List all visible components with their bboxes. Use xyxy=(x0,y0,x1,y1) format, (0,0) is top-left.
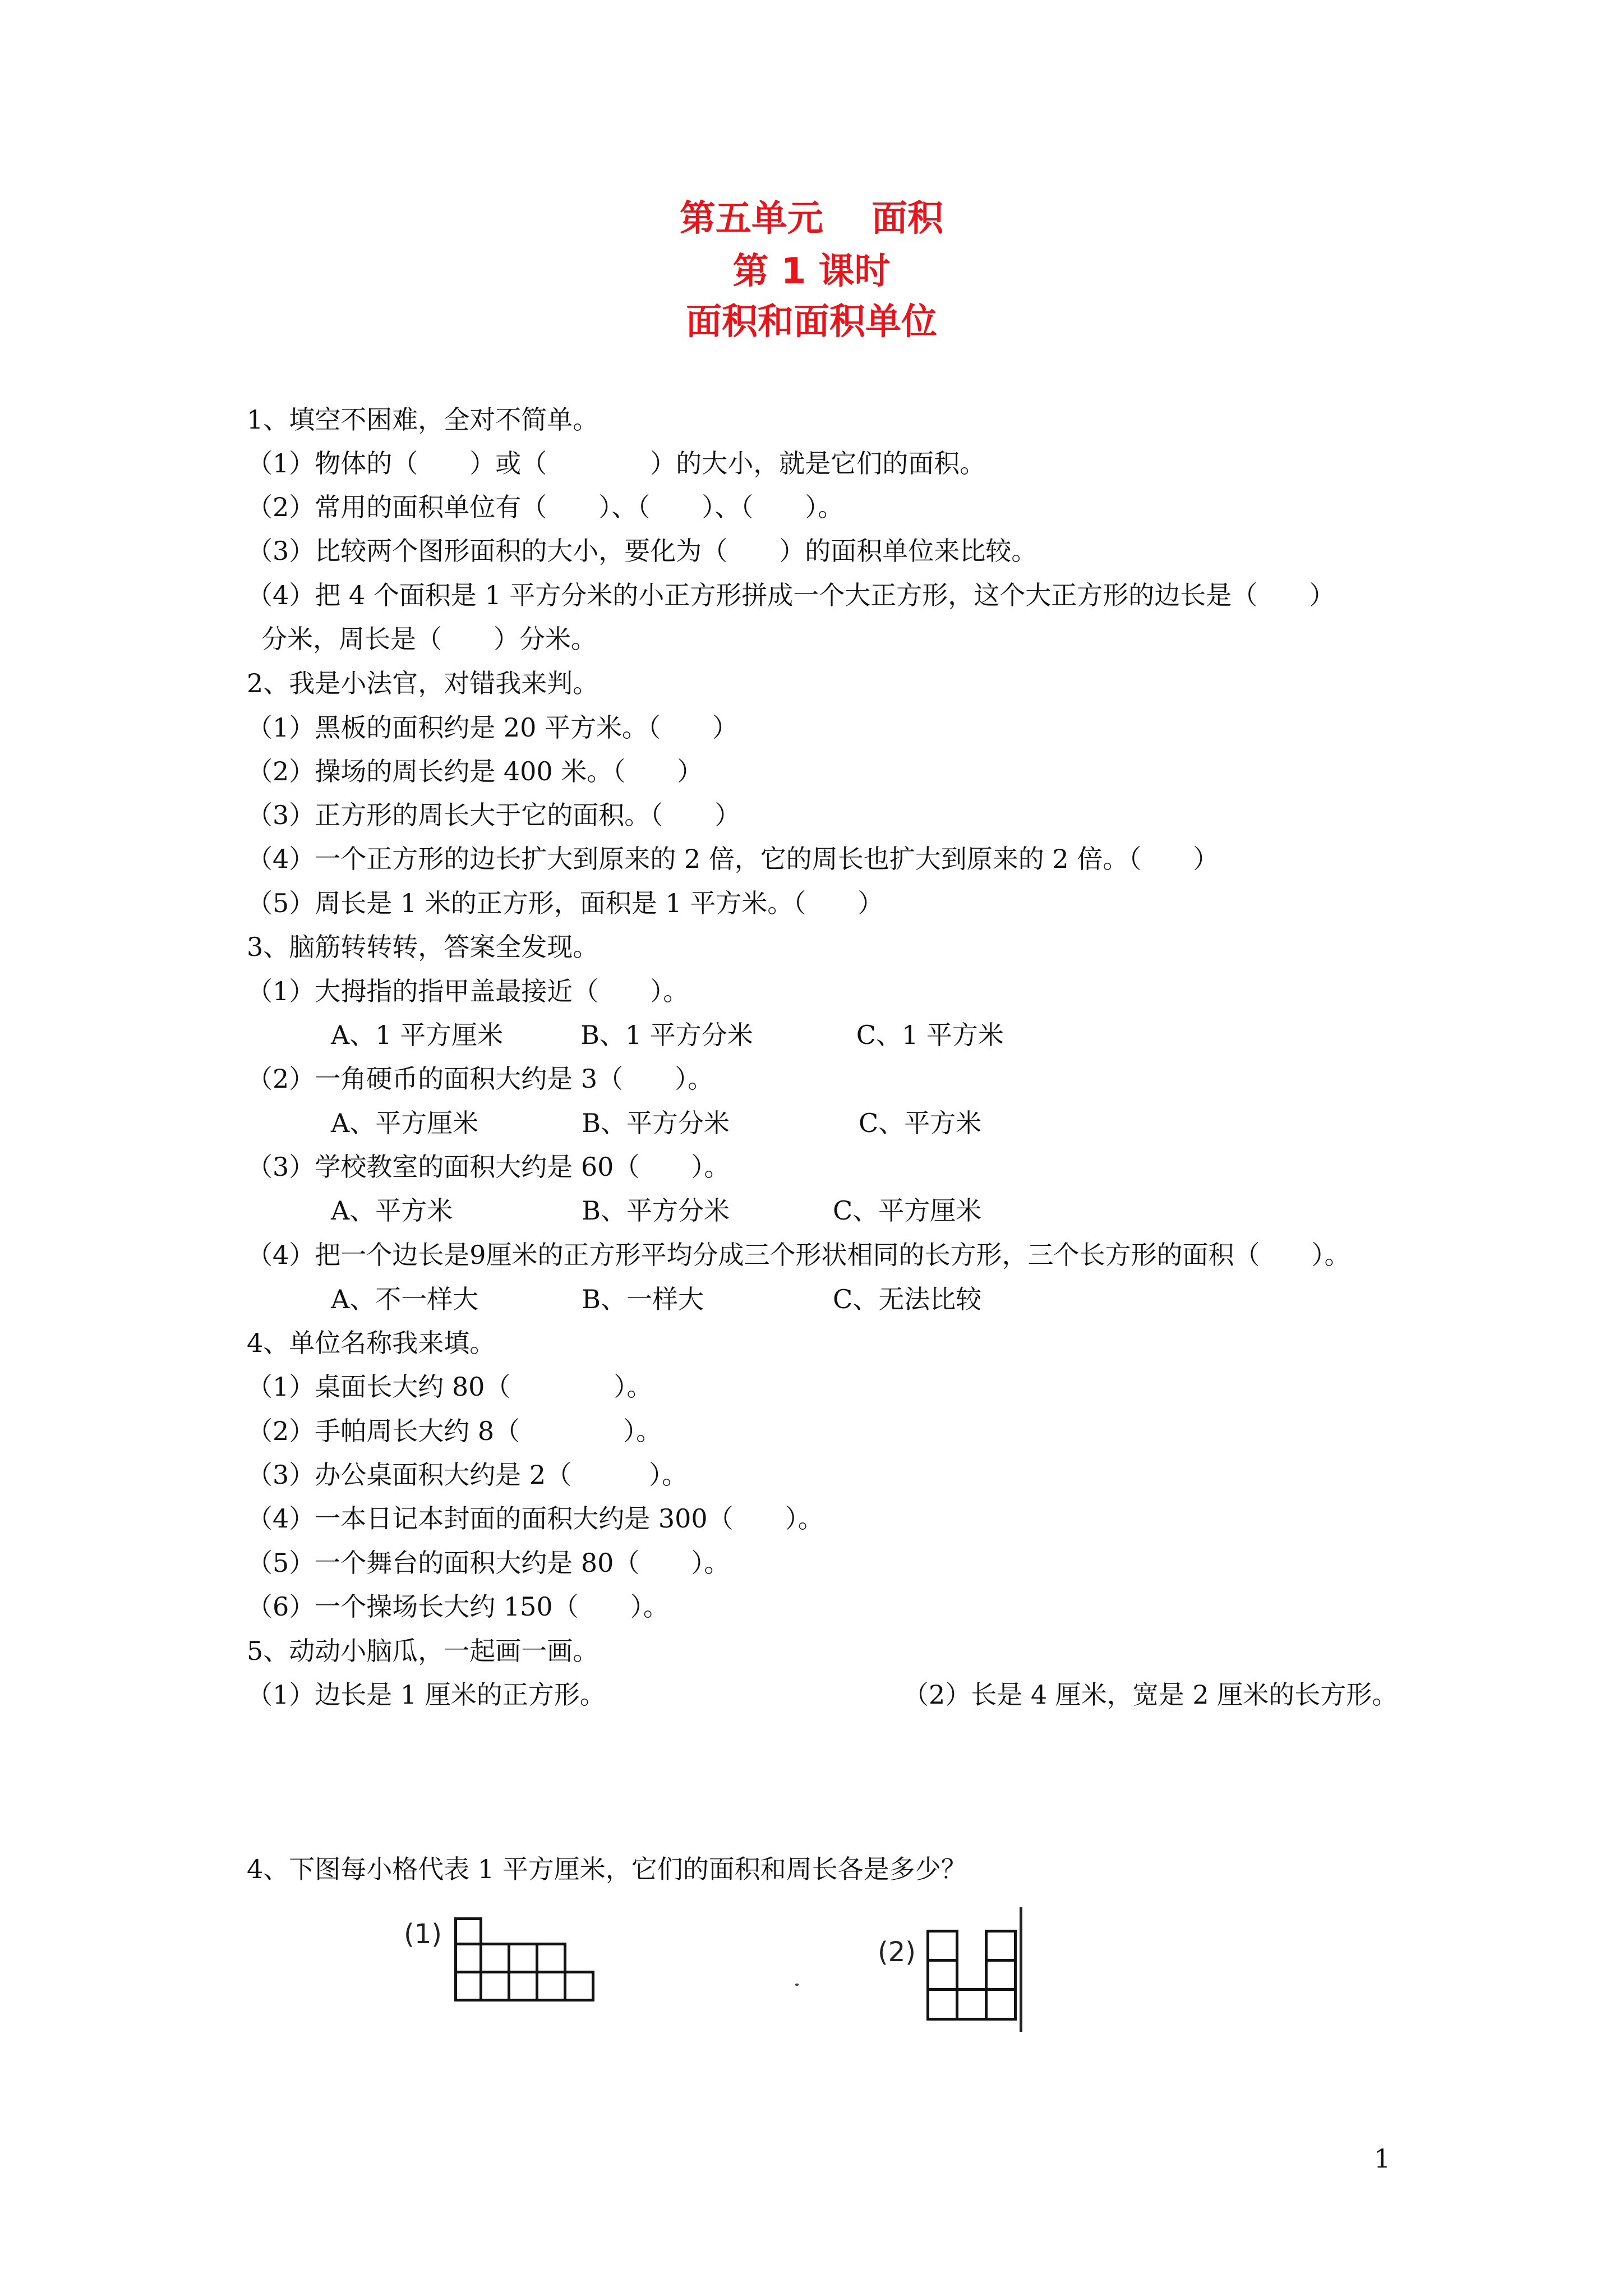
figure-1-label: (1) xyxy=(404,1918,442,1950)
lesson-title: 第 1 课时 xyxy=(732,251,891,292)
figure-2-grid xyxy=(926,1930,1014,2021)
section-1-heading: 1、填空不困难，全对不简单。 xyxy=(247,404,599,435)
question-3-1: （1）大拇指的指甲盖最接近（ ）。 xyxy=(247,976,689,1006)
grid-cell xyxy=(479,1943,510,1973)
question-4-2: （2）手帕周长大约 8（ ）。 xyxy=(247,1416,662,1446)
question-2-2: （2）操场的周长约是 400 米。（ ） xyxy=(247,756,703,786)
question-1-2: （2）常用的面积单位有（ ）、（ ）、（ ）。 xyxy=(247,492,844,522)
question-4-5: （5）一个舞台的面积大约是 80（ ）。 xyxy=(247,1548,730,1578)
grid-cell xyxy=(536,1971,566,2001)
grid-cell xyxy=(926,1988,958,2021)
section-4b-heading: 4、下图每小格代表 1 平方厘米，它们的面积和周长各是多少？ xyxy=(247,1854,967,1884)
question-4-4: （4）一本日记本封面的面积大约是 300（ ）。 xyxy=(247,1503,824,1534)
question-3-3: （3）学校教室的面积大约是 60（ ）。 xyxy=(247,1152,730,1182)
unit-title: 第五单元 面积 xyxy=(679,198,944,240)
section-4-heading: 4、单位名称我来填。 xyxy=(247,1328,496,1358)
grid-cell xyxy=(454,1917,482,1945)
grid-cell xyxy=(508,1943,538,1973)
section-2-heading: 2、我是小法官，对错我来判。 xyxy=(247,668,599,698)
question-5-1: （1）边长是 1 厘米的正方形。 xyxy=(247,1680,606,1710)
question-1-4-cont: 分米，周长是（ ）分米。 xyxy=(261,624,597,654)
options-3-3: A、平方米 B、平方分米 C、平方厘米 xyxy=(331,1195,982,1226)
figure-2-label: (2) xyxy=(878,1936,916,1968)
grid-cell xyxy=(454,1971,482,2001)
question-4-1: （1）桌面长大约 80（ ）。 xyxy=(247,1372,653,1402)
figure-1-grid xyxy=(454,1917,594,2001)
grid-cell xyxy=(985,1988,1017,2021)
question-4-6: （6）一个操场长大约 150（ ）。 xyxy=(247,1591,669,1622)
grid-cell xyxy=(454,1943,482,1973)
section-3-heading: 3、脑筋转转转，答案全发现。 xyxy=(247,932,599,962)
question-3-4: （4）把一个边长是9厘米的正方形平均分成三个形状相同的长方形，三个长方形的面积（ ）。 xyxy=(247,1240,1350,1270)
grid-cell xyxy=(508,1971,538,2001)
question-1-4: （4）把 4 个面积是 1 平方分米的小正方形拼成一个大正方形，这个大正方形的边长是（ ） xyxy=(247,580,1335,610)
question-3-2: （2）一角硬币的面积大约是 3（ ）。 xyxy=(247,1064,714,1094)
options-3-1: A、1 平方厘米 B、1 平方分米 C、1 平方米 xyxy=(331,1020,1004,1050)
grid-cell xyxy=(564,1971,594,2001)
question-2-1: （1）黑板的面积约是 20 平方米。（ ） xyxy=(247,712,739,743)
question-5-2: （2）长是 4 厘米，宽是 2 厘米的长方形。 xyxy=(903,1680,1398,1710)
grid-cell xyxy=(956,1988,988,2021)
question-1-3: （3）比较两个图形面积的大小，要化为（ ）的面积单位来比较。 xyxy=(247,536,1038,566)
grid-cell xyxy=(536,1943,566,1973)
stray-mark xyxy=(795,1984,799,1986)
grid-cell xyxy=(985,1959,1017,1991)
grid-cell xyxy=(926,1930,958,1962)
grid-cell xyxy=(926,1959,958,1991)
grid-cell xyxy=(985,1930,1017,1962)
question-4-3: （3）办公桌面积大约是 2（ ）。 xyxy=(247,1460,688,1490)
options-3-2: A、平方厘米 B、平方分米 C、平方米 xyxy=(331,1108,982,1138)
question-2-4: （4）一个正方形的边长扩大到原来的 2 倍，它的周长也扩大到原来的 2 倍。（ ） xyxy=(247,844,1219,874)
grid-cell xyxy=(479,1971,510,2001)
question-2-5: （5）周长是 1 米的正方形，面积是 1 平方米。（ ） xyxy=(247,888,884,918)
section-5-heading: 5、动动小脑瓜，一起画一画。 xyxy=(247,1636,599,1666)
question-1-1: （1）物体的（ ）或（ ）的大小，就是它们的面积。 xyxy=(247,448,986,478)
page-number: 1 xyxy=(1374,2143,1391,2174)
options-3-4: A、不一样大 B、一样大 C、无法比较 xyxy=(331,1284,982,1314)
scan-edge-line xyxy=(1020,1907,1022,2032)
topic-title: 面积和面积单位 xyxy=(686,301,937,343)
question-2-3: （3）正方形的周长大于它的面积。（ ） xyxy=(247,800,741,830)
